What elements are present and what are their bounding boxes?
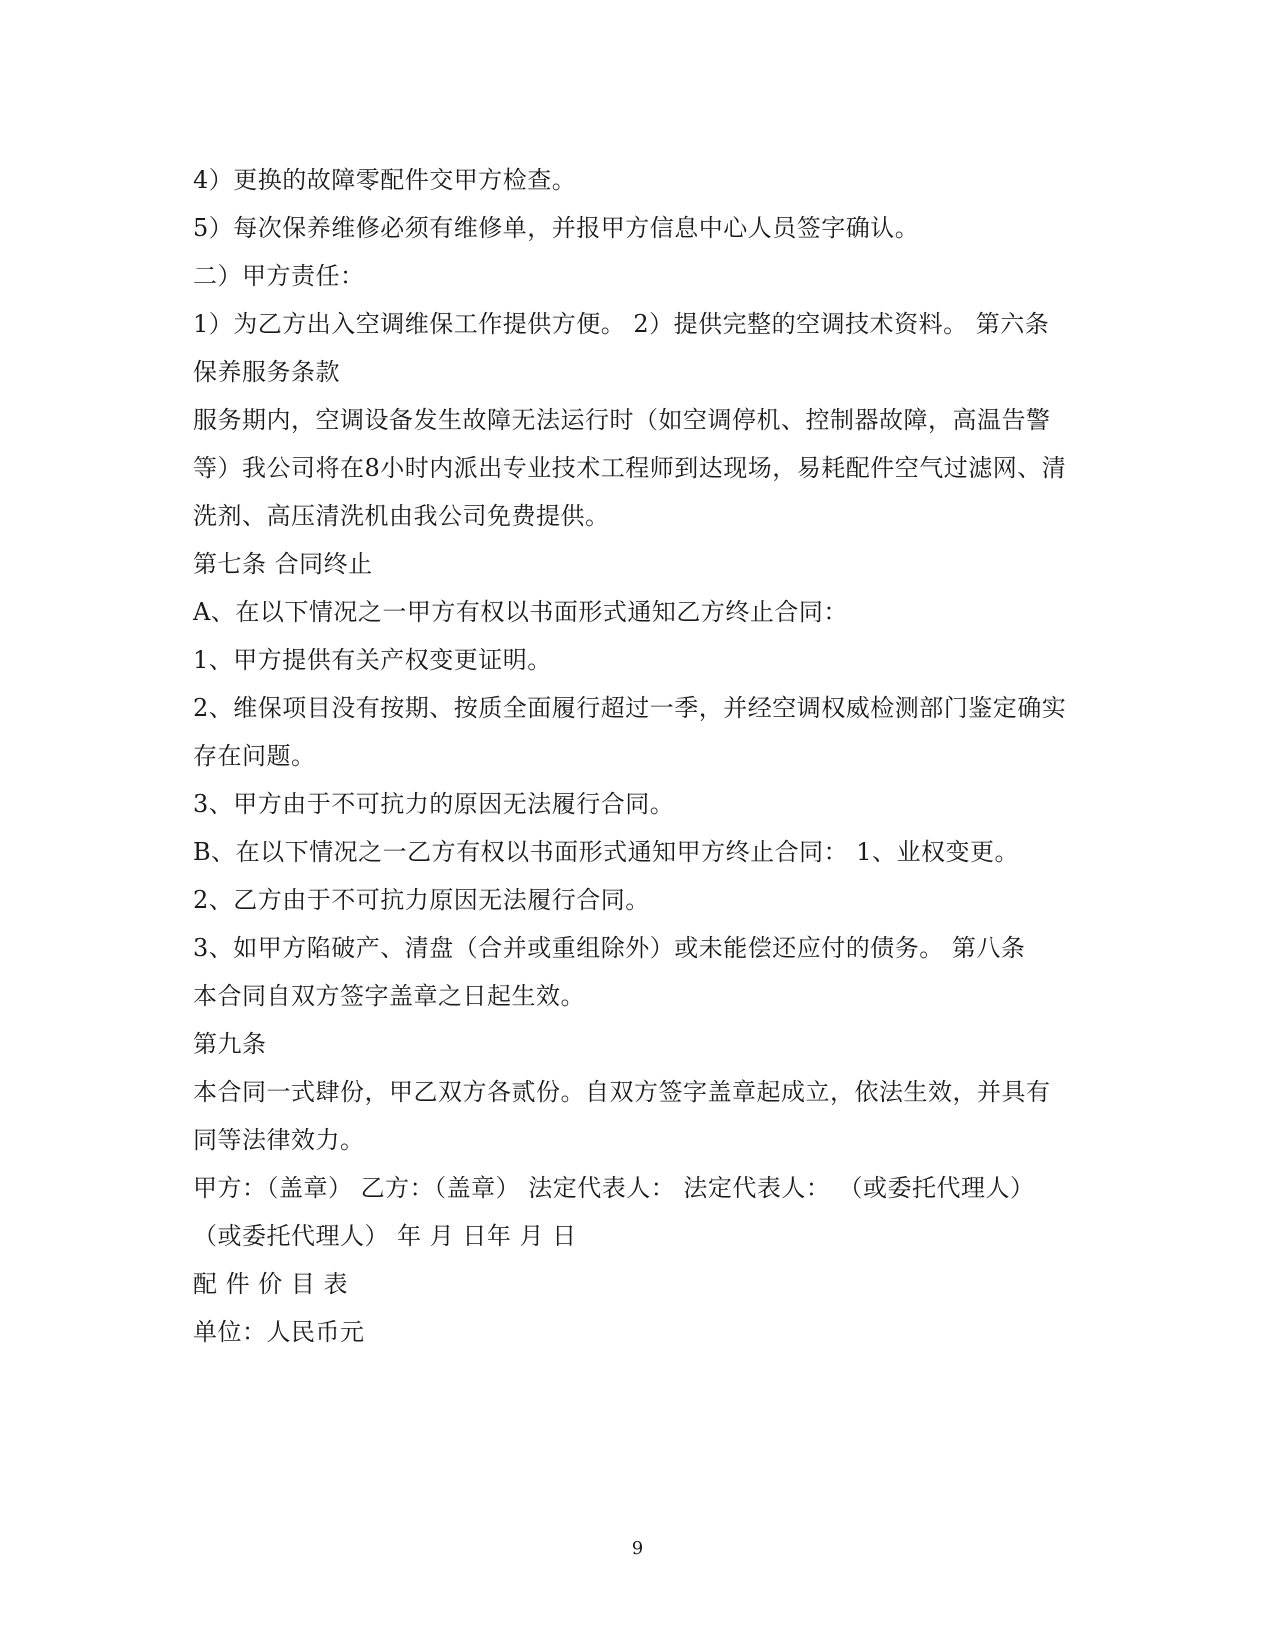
document-body	[193, 156, 1093, 1356]
text-line: 5）每次保养维修必须有维修单，并报甲方信息中心人员签字确认。	[193, 214, 920, 242]
page-number: 9	[631, 1538, 644, 1559]
text-line: 存在问题。	[193, 742, 316, 770]
text-line: 1）为乙方出入空调维保工作提供方便。 2）提供完整的空调技术资料。 第六条	[193, 310, 1050, 338]
text-line: 3、如甲方陷破产、清盘（合并或重组除外）或未能偿还应付的债务。 第八条	[193, 934, 1026, 962]
text-line: 2、维保项目没有按期、按质全面履行超过一季，并经空调权威检测部门鉴定确实	[193, 694, 1067, 722]
text-line: 1、甲方提供有关产权变更证明。	[193, 646, 552, 674]
text-line: A、在以下情况之一甲方有权以书面形式通知乙方终止合同：	[193, 598, 848, 626]
text-line: 本合同自双方签字盖章之日起生效。	[193, 982, 585, 1010]
text-line: B、在以下情况之一乙方有权以书面形式通知甲方终止合同： 1、业权变更。	[193, 838, 1020, 866]
text-line: 服务期内，空调设备发生故障无法运行时（如空调停机、控制器故障，高温告警	[193, 406, 1051, 434]
section-heading: 第九条	[193, 1030, 267, 1058]
date-line: （或委托代理人） 年 月 日年 月 日	[193, 1222, 577, 1250]
text-line: 二）甲方责任：	[193, 262, 365, 290]
text-line: 洗剂、高压清洗机由我公司免费提供。	[193, 502, 610, 530]
text-line: 同等法律效力。	[193, 1126, 365, 1154]
unit-label: 单位：人民币元	[193, 1318, 365, 1346]
text-line: 等）我公司将在8小时内派出专业技术工程师到达现场，易耗配件空气过滤网、清	[193, 454, 1067, 482]
section-heading: 第七条 合同终止	[193, 550, 373, 578]
text-line: 2、乙方由于不可抗力原因无法履行合同。	[193, 886, 650, 914]
text-line: 4）更换的故障零配件交甲方检查。	[193, 166, 577, 194]
text-line: 保养服务条款	[193, 358, 340, 386]
table-title: 配 件 价 目 表	[193, 1270, 349, 1298]
text-line: 本合同一式肆份，甲乙双方各贰份。自双方签字盖章起成立，依法生效，并具有	[193, 1078, 1051, 1106]
text-line: 3、甲方由于不可抗力的原因无法履行合同。	[193, 790, 675, 818]
signature-line: 甲方：（盖章） 乙方：（盖章） 法定代表人： 法定代表人： （或委托代理人）	[193, 1174, 1035, 1202]
